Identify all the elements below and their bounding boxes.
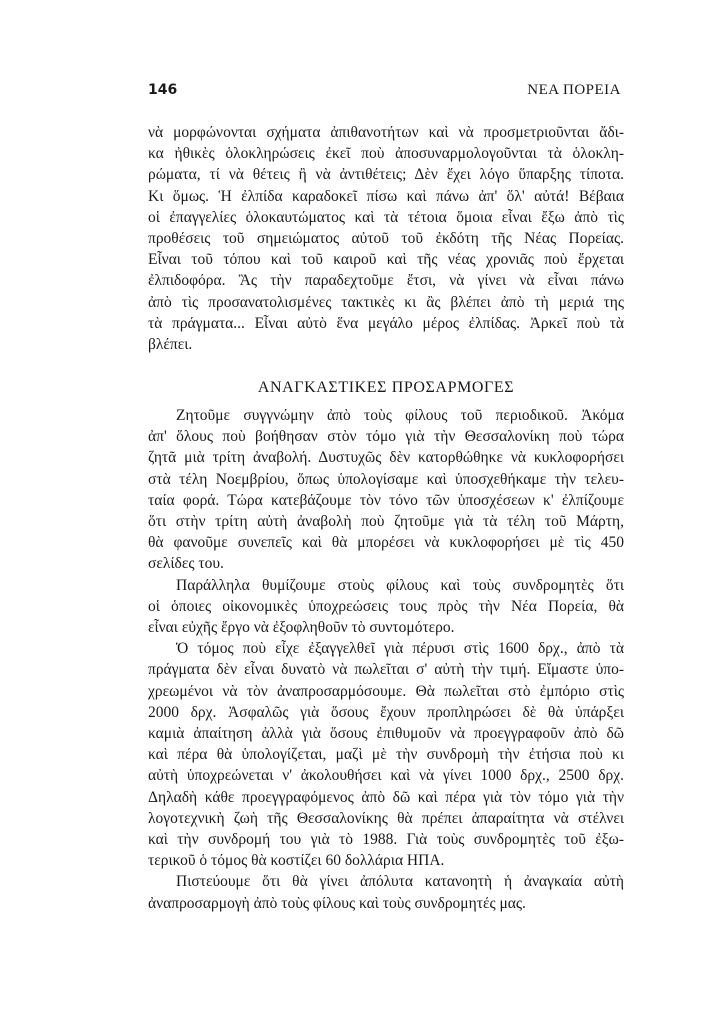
text-line: θὰ φανοῦμε συνεπεῖς καὶ θὰ μπορέσει νὰ κυκλοφορήσει μὲ τὶς 450 bbox=[148, 534, 624, 552]
section-heading: ΑΝΑΓΚΑΣΤΙΚΕΣ ΠΡΟΣΑΡΜΟΓΕΣ bbox=[257, 379, 515, 396]
text-line: τερικοῦ ὁ τόμος θὰ κοστίζει 60 δολλάρια ΗΠΑ. bbox=[148, 852, 445, 870]
text-line: χρεωμένοι νὰ τὸν ἀναπροσαρμόσουμε. Θὰ πωλεῖται στὸ ἐμπόριο στὶς bbox=[148, 682, 624, 700]
text-line: Δηλαδὴ κάθε προεγγραφόμενος ἀπὸ δῶ καὶ πέρα γιὰ τὸν τόμο γιὰ τὴν bbox=[148, 788, 624, 806]
text-line: τὰ πράγματα... Εἶναι αὐτὸ ἕνα μεγάλο μέρος ἐλπίδας. Ἀρκεῖ ποὺ τὰ bbox=[148, 314, 624, 332]
text-line: ἀναπροσαρμογὴ ἀπὸ τοὺς φίλους καὶ τοὺς συνδρομητές μας. bbox=[148, 894, 526, 912]
page-number: 146 bbox=[148, 82, 178, 98]
text-line: καὶ τὴν συνδρομή του γιὰ τὸ 1988. Γιὰ τοὺς συνδρομητὲς τοῦ ἐξω- bbox=[148, 831, 624, 849]
text-line: ρώματα, τί νὰ θέτεις ἢ νὰ ἀντιθέτεις; Δὲν ἔχει λόγο ὕπαρξης τίποτα. bbox=[148, 166, 624, 184]
text-line: οἱ ὁποιες οἰκονομικὲς ὑποχρεώσεις τους πρὸς τὴν Νέα Πορεία, θὰ bbox=[148, 597, 624, 615]
text-line: Πιστεύουμε ὅτι θὰ γίνει ἀπόλυτα κατανοητὴ ἡ ἀναγκαία αὐτὴ bbox=[176, 873, 624, 891]
text-line: σελίδες του. bbox=[148, 555, 224, 573]
text-line: Κι ὅμως. Ἡ ἐλπίδα καραδοκεῖ πίσω καὶ πάνω ἀπ' ὅλ' αὐτά! Βέβαια bbox=[148, 187, 624, 205]
text-line: πράγματα δὲν εἶναι δυνατὸ νὰ πωλεῖται σ' αὐτὴ τὴν τιμή. Εἴμαστε ὑπο- bbox=[148, 661, 624, 679]
text-line: καμιὰ ἀπαίτηση ἀλλὰ γιὰ ὅσους ἐπιθυμοῦν νὰ προεγγραφοῦν ἀπὸ δῶ bbox=[148, 725, 624, 743]
text-line: αὐτὴ ὑποχρεώνεται ν' ἀκολουθήσει καὶ νὰ γίνει 1000 δρχ., 2500 δρχ. bbox=[148, 767, 624, 785]
text-line: καὶ πέρα θὰ ὑπολογίζεται, μαζὶ μὲ τὴν συνδρομὴ τὴν ἐτήσια ποὺ κι bbox=[148, 746, 624, 764]
text-line: Εἶναι τοῦ τόπου καὶ τοῦ καιροῦ καὶ τῆς νέας χρονιᾶς ποὺ ἔρχεται bbox=[148, 251, 624, 269]
running-head: ΝΕΑ ΠΟΡΕΙΑ bbox=[527, 82, 621, 98]
text-line: ταία φορά. Τώρα κατεβάζουμε τὸν τόνο τῶν ὑποσχέσεων κ' ἐλπίζουμε bbox=[148, 491, 624, 509]
text-line: νὰ μορφώνονται σχήματα ἀπιθανοτήτων καὶ νὰ προσμετριοῦνται ἄδι- bbox=[148, 124, 624, 141]
text-line: ἐλπιδοφόρα. Ἂς τὴν παραδεχτοῦμε ἔτσι, νὰ γίνει νὰ εἶναι πάνω bbox=[148, 272, 624, 290]
text-line: οἱ ἐπαγγελίες ὁλοκαυτώματος καὶ τὰ τέτοια ὅμοια εἶναι ἔξω ἀπὸ τὶς bbox=[148, 208, 624, 226]
text-line: ἀπὸ τὶς προσανατολισμένες τακτικὲς κι ἂς βλέπει ἀπὸ τὴ μεριά της bbox=[148, 293, 624, 311]
text-line: ὅτι στὴν τρίτη αὐτὴ ἀναβολὴ ποὺ ζητοῦμε γιὰ τὰ τέλη τοῦ Μάρτη, bbox=[148, 513, 624, 531]
text-line: προθέσεις τοῦ σημειώματος αὐτοῦ τοῦ ἐκδότη τῆς Νέας Πορείας. bbox=[148, 230, 624, 248]
text-line: ζητᾶ μιὰ τρίτη ἀναβολή. Δυστυχῶς δὲν κατορθώθηκε νὰ κυκλοφορήσει bbox=[148, 449, 624, 467]
text-line: κα ἠθικὲς ὁλοκληρώσεις ἐκεῖ ποὺ ἀποσυναρμολογοῦνται τὰ ὁλοκλη- bbox=[148, 145, 624, 163]
text-line: Παράλληλα θυμίζουμε στοὺς φίλους καὶ τοὺς συνδρομητὲς ὅτι bbox=[176, 576, 624, 594]
top-paragraph bbox=[148, 122, 624, 355]
text-line: Ὁ τόμος ποὺ εἶχε ἐξαγγελθεῖ γιὰ πέρυσι στὶς 1600 δρχ., ἀπὸ τὰ bbox=[176, 640, 624, 658]
text-line: Ζητοῦμε συγγνώμην ἀπὸ τοὺς φίλους τοῦ περιοδικοῦ. Ἀκόμα bbox=[176, 407, 624, 424]
text-line: ἀπ' ὅλους ποὺ βοήθησαν στὸν τόμο γιὰ τὴν Θεσσαλονίκη ποὺ τώρα bbox=[148, 428, 624, 446]
text-line: 2000 δρχ. Ἀσφαλῶς γιὰ ὅσους ἔχουν προπληρώσει δὲ θὰ ὑπάρξει bbox=[148, 703, 624, 721]
text-line: λογοτεχνικὴ ζωὴ τῆς Θεσσαλονίκης θὰ πρέπει ἀπαραίτητα νὰ στέλνει bbox=[148, 809, 624, 827]
page-header bbox=[148, 82, 621, 99]
text-line: βλέπει. bbox=[148, 336, 193, 354]
text-line: στὰ τέλη Νοεμβρίου, ὅπως ὑπολογίσαμε καὶ ὑποσχεθήκαμε τὴν τελευ- bbox=[148, 470, 624, 488]
bottom-paragraphs bbox=[148, 405, 624, 914]
text-line: εἶναι εὐχῆς ἔργο νὰ ἐξοφληθοῦν τὸ συντομότερο. bbox=[148, 619, 455, 637]
